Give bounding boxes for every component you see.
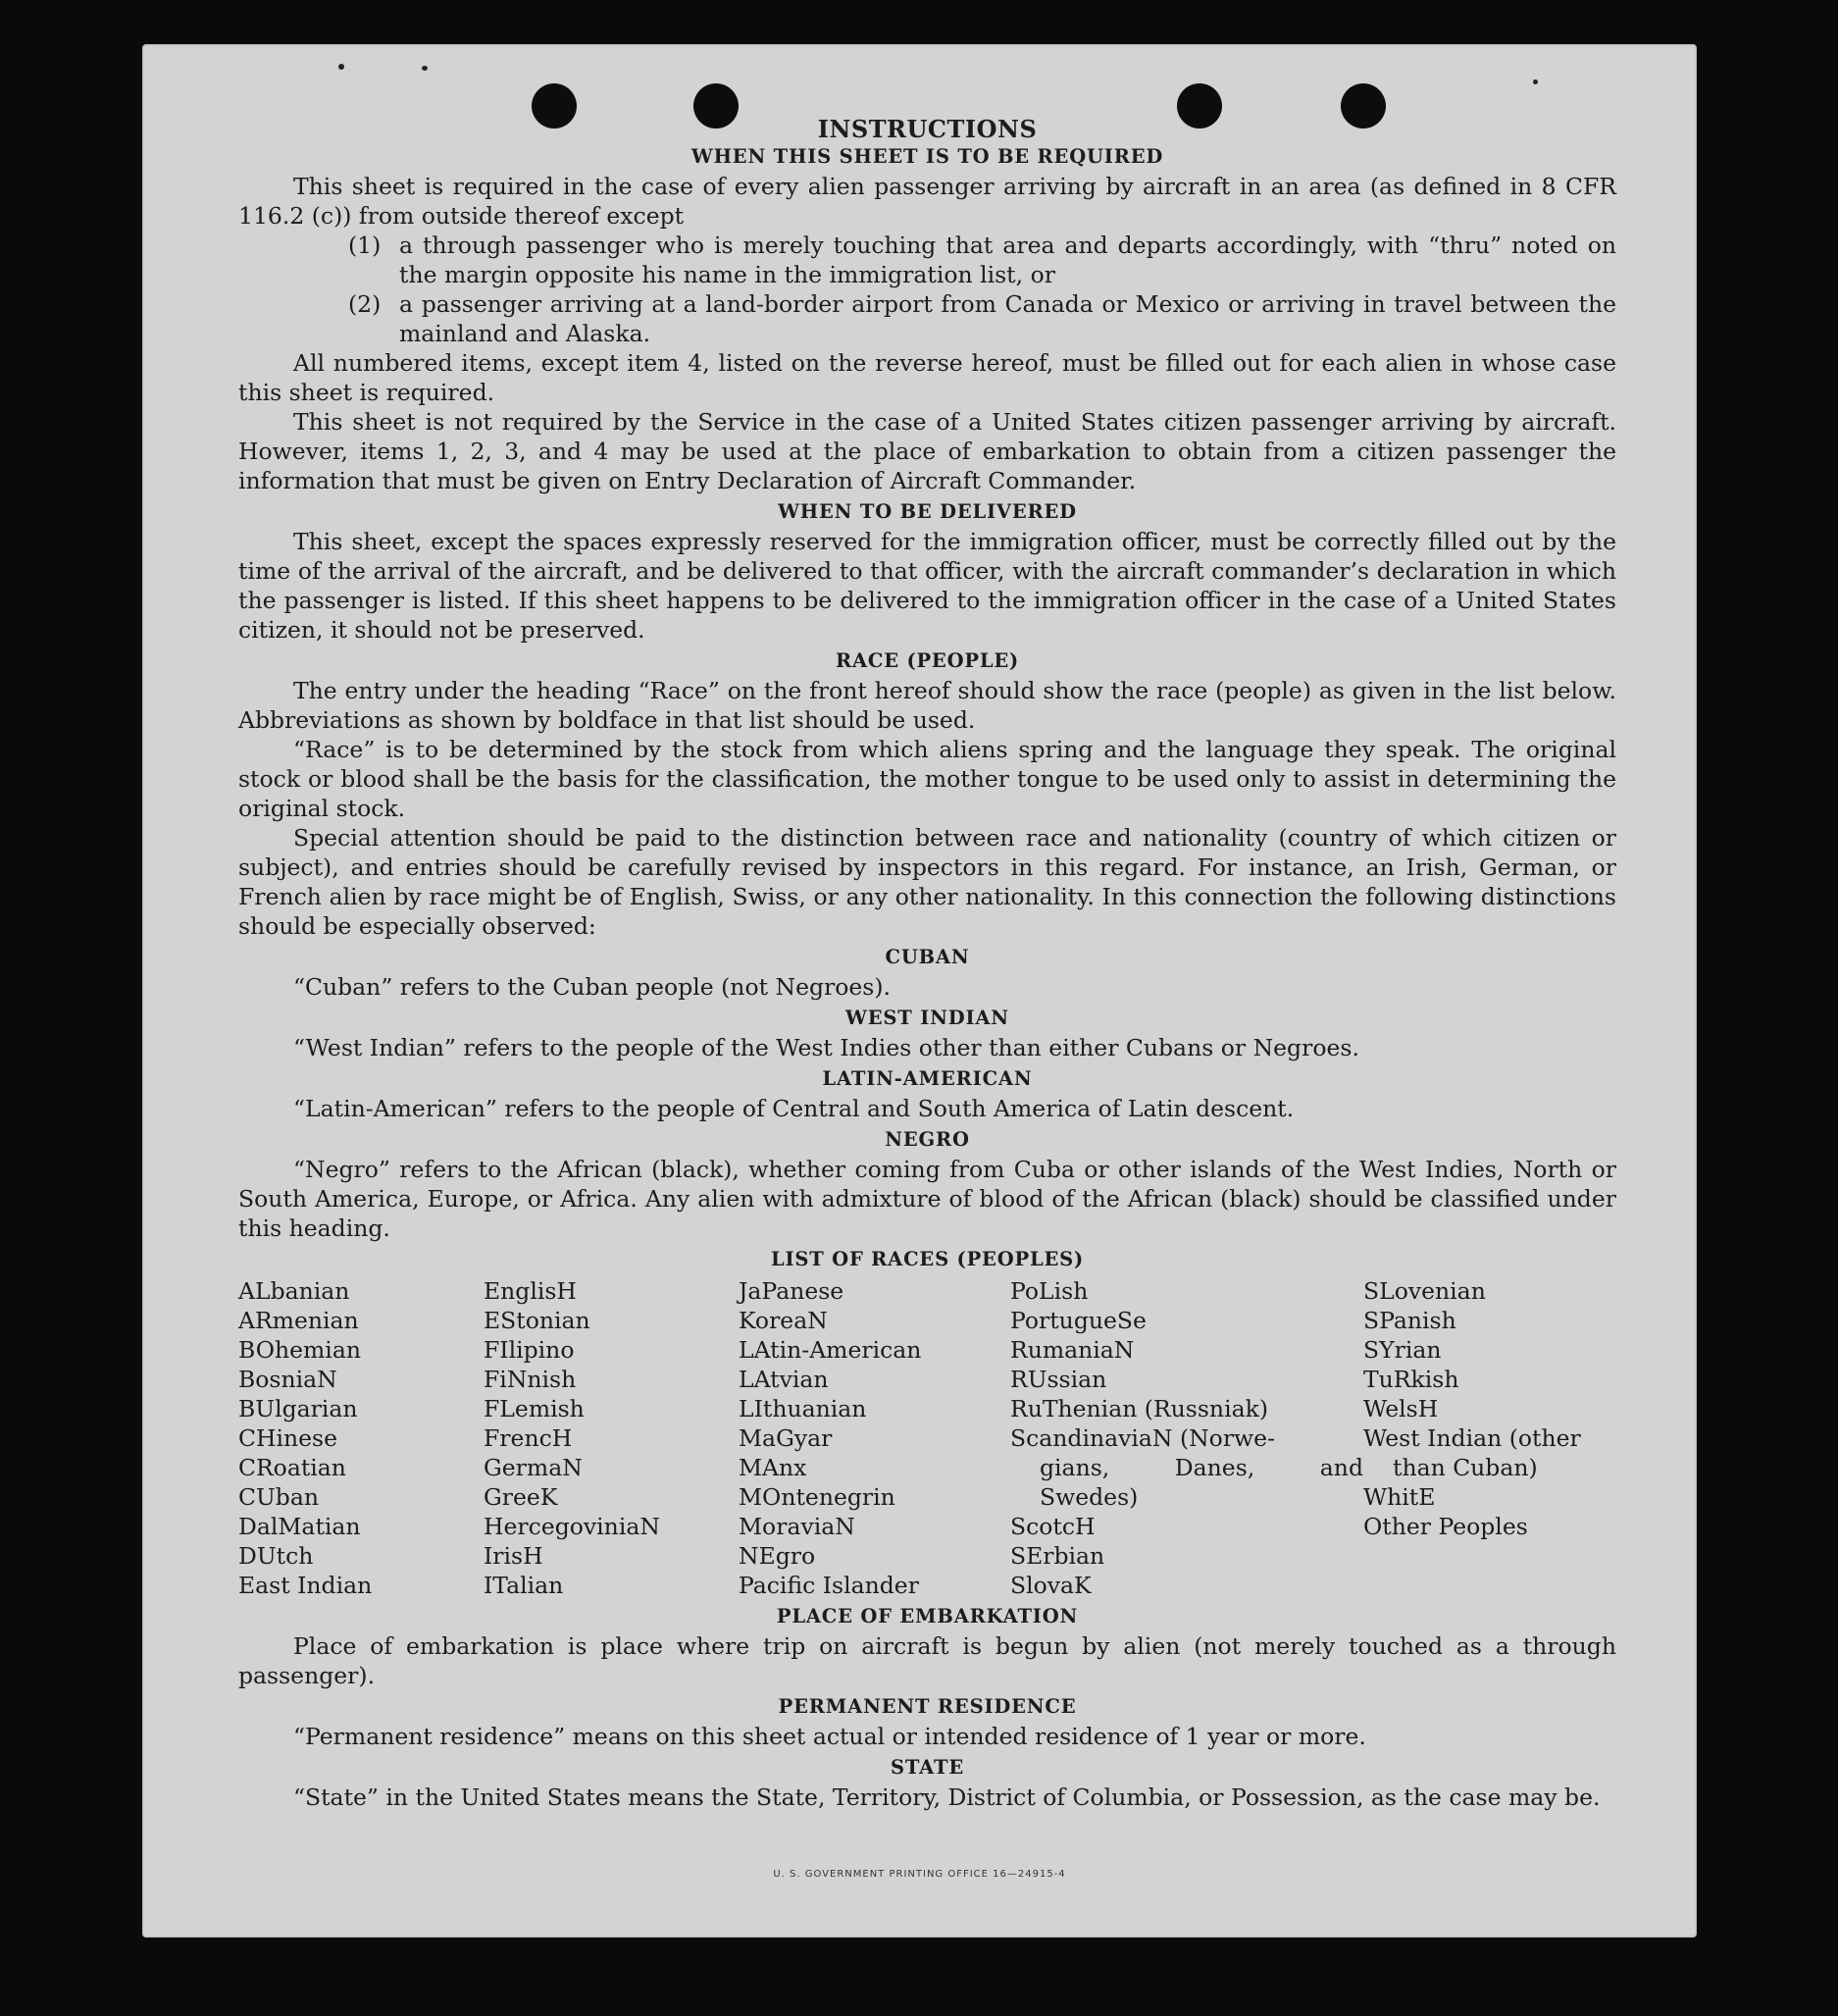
paragraph: This sheet is not required by the Service in the case of a United States citizen passenger arriving by aircraft. However, items 1, 2, 3, and 4 may be used at the place of embarkation to obtain from a citizen passenger the information that must be given on Entry Declaration of Aircraft Commander. [238,408,1616,494]
race-column [238,1276,484,1600]
race-group [1010,1276,1363,1453]
definition: “Permanent residence” means on this sheet actual or intended residence of 1 year or more. [293,1723,1366,1750]
race-entry: HercegoviniaN [484,1513,660,1540]
race-entry: KoreaN [739,1307,828,1334]
race-entry: RuThenian (Russniak) [1010,1395,1268,1422]
section-heading-race: RACE (PEOPLE) [835,649,1020,672]
race-continuation [1010,1453,1363,1482]
race-group [1363,1482,1616,1541]
printer-imprint: U. S. GOVERNMENT PRINTING OFFICE 16—24915-4 [773,1869,1066,1880]
race-group [1363,1276,1616,1453]
race-entry: LAtvian [739,1366,829,1393]
section-heading-negro: NEGRO [885,1128,970,1151]
section-heading-latin-american: LATIN-AMERICAN [822,1067,1033,1090]
instructions-body [238,115,1616,1812]
list-item [238,231,1616,289]
item-text: a through passenger who is merely touching that area and departs accordingly, with “thru” noted on the margin opposite his name in the immigration list, or [399,232,1616,288]
race-entry: DalMatian [238,1513,361,1540]
race-entry: RUssian [1010,1366,1107,1393]
paragraph: Special attention should be paid to the distinction between race and nationality (country of which citizen or subject), and entries should be carefully revised by inspectors in this regard. For instance, an Irish, German, or French alien by race might be of English, Swiss, or any other nationality. In this connection the following distinctions should be especially observed: [238,824,1616,940]
speck-mark [1533,79,1538,84]
race-entry: Danes, [1174,1454,1255,1481]
race-column [1363,1276,1616,1600]
paragraph: This sheet, except the spaces expressly reserved for the immigration officer, must be correctly filled out by the time of the arrival of the aircraft, and be delivered to that officer, with the aircraft commander’s declaration in which the passenger is listed. If this sheet happens to be delivered to the immigration officer in the case of a United States citizen, it should not be preserved. [238,528,1616,644]
race-entry: MAnx [739,1454,807,1481]
paragraph: Place of embarkation is place where trip on aircraft is begun by alien (not merely touched as a through passenger). [238,1632,1616,1689]
race-entry: LAtin-American [739,1336,922,1364]
race-entry: BOhemian [238,1336,361,1364]
paragraph: “Negro” refers to the African (black), whether coming from Cuba or other islands of the West Indies, North or South America, Europe, or Africa. Any alien with admixture of blood of the African (black) should be classified under this heading. [238,1156,1616,1242]
race-continuation: than Cuban) [1393,1454,1538,1481]
race-entry: SlovaK [1010,1572,1092,1599]
race-entry: BUlgarian [238,1395,358,1422]
race-entry: CUban [238,1483,319,1511]
item-number: (2) [348,290,382,318]
definition: “Cuban” refers to the Cuban people (not Negroes). [293,973,892,1001]
section-heading-required: WHEN THIS SHEET IS TO BE REQUIRED [690,145,1164,168]
race-entry: FrencH [484,1424,573,1452]
race-column [1010,1276,1363,1600]
paragraph: “State” in the United States means the State, Territory, District of Columbia, or Possession, as the case may be. [293,1783,1601,1811]
race-list [238,1276,1616,1600]
race-entry: ITalian [484,1572,564,1599]
speck-mark [422,66,428,71]
paragraph: This sheet is required in the case of every alien passenger arriving by aircraft in an area (as defined in 8 CFR 116.2 (c)) from outside thereof except [238,173,1616,230]
race-entry: MoraviaN [739,1513,855,1540]
race-entry: BosniaN [238,1366,337,1393]
race-entry: RumaniaN [1010,1336,1135,1364]
race-entry: LIthuanian [739,1395,867,1422]
section-heading-residence: PERMANENT RESIDENCE [778,1695,1077,1718]
item-number: (1) [348,232,382,259]
race-entry: CRoatian [238,1454,346,1481]
race-column [484,1276,739,1600]
race-entry: gians, [1040,1454,1110,1481]
section-heading-west-indian: WEST INDIAN [845,1007,1009,1029]
race-entry: ScandinaviaN (Norwe- [1010,1424,1276,1452]
paragraph: All numbered items, except item 4, listed on the reverse hereof, must be filled out for each alien in whose case this sheet is required. [238,349,1616,406]
race-entry: EStonian [484,1307,590,1334]
race-entry: WelsH [1363,1395,1439,1422]
race-entry: and [1319,1454,1363,1481]
race-entry: JaPanese [739,1277,844,1305]
race-entry: DUtch [238,1542,314,1570]
definition: “West Indian” refers to the people of the West Indies other than either Cubans or Negroes. [293,1034,1359,1061]
race-entry: MOntenegrin [739,1483,895,1511]
section-heading-cuban: CUBAN [885,946,970,968]
race-entry: SPanish [1363,1307,1456,1334]
race-entry: CHinese [238,1424,337,1452]
race-entry: FIlipino [484,1336,575,1364]
item-text: a passenger arriving at a land-border airport from Canada or Mexico or arriving in travel between the mainland and Alaska. [399,290,1616,347]
race-entry: FiNnish [484,1366,577,1393]
section-heading-list-of-races: LIST OF RACES (PEOPLES) [770,1248,1085,1270]
paragraph: The entry under the heading “Race” on the front hereof should show the race (people) as given in the list below. Abbreviations as shown by boldface in that list should be used. [238,677,1616,734]
section-heading-state: STATE [891,1756,964,1779]
race-entry: ScotcH [1010,1513,1096,1540]
race-entry: PoLish [1010,1277,1089,1305]
race-entry: EnglisH [484,1277,577,1305]
race-entry: SLovenian [1363,1277,1486,1305]
race-entry: GreeK [484,1483,558,1511]
race-entry: FLemish [484,1395,585,1422]
race-entry: SErbian [1010,1542,1105,1570]
section-heading-delivered: WHEN TO BE DELIVERED [778,500,1077,523]
list-item [238,289,1616,348]
race-entry: ALbanian [238,1277,350,1305]
section-heading-embarkation: PLACE OF EMBARKATION [776,1605,1079,1628]
race-column [739,1276,1010,1600]
race-entry: West Indian (other [1363,1424,1581,1452]
race-entry: PortugueSe [1010,1307,1147,1334]
definition: “Latin-American” refers to the people of Central and South America of Latin descent. [293,1095,1295,1122]
race-entry: GermaN [484,1454,583,1481]
race-entry: TuRkish [1363,1366,1459,1393]
paragraph: “Race” is to be determined by the stock from which aliens spring and the language they speak. The original stock or blood shall be the basis for the classification, the mother tongue to be used only to assist in determining the original stock. [238,736,1616,822]
race-entry: IrisH [484,1542,543,1570]
race-entry: Other Peoples [1363,1513,1528,1540]
race-entry: NEgro [739,1542,816,1570]
race-entry: ARmenian [238,1307,359,1334]
race-continuation: Swedes) [1040,1483,1139,1511]
race-entry: East Indian [238,1572,373,1599]
document-sheet [142,44,1697,1938]
race-entry: Pacific Islander [739,1572,919,1599]
speck-mark [338,64,344,70]
race-entry: MaGyar [739,1424,833,1452]
race-entry: SYrian [1363,1336,1442,1364]
race-group [1010,1512,1363,1600]
race-entry: WhitE [1363,1483,1436,1511]
page-title: INSTRUCTIONS [817,115,1038,143]
